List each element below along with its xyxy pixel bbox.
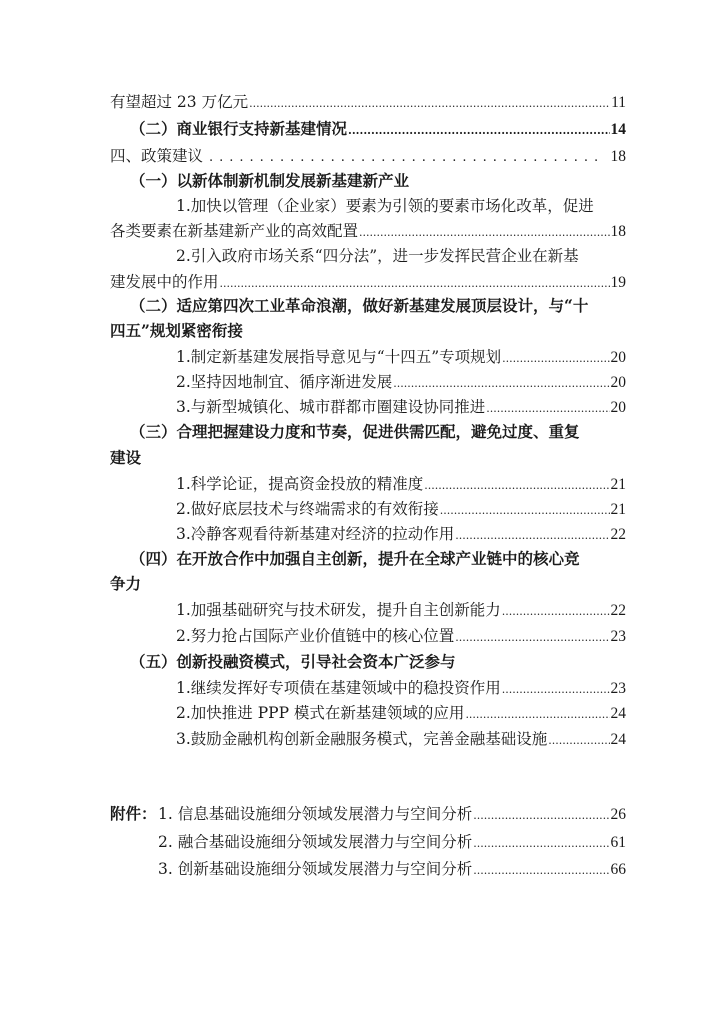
toc-entry-title: 2.努力抢占国际产业价值链中的核心位置 (176, 627, 455, 645)
toc-entry[interactable] (176, 600, 626, 622)
toc-entry[interactable] (176, 499, 626, 521)
toc-entry[interactable] (176, 347, 626, 369)
appendix-item-title: 3. 创新基础设施细分领域发展潜力与空间分析 (158, 860, 473, 878)
toc-entry[interactable] (130, 119, 626, 141)
toc-entry-title: 1.科学论证，提高资金投放的精准度 (176, 475, 424, 493)
toc-entry[interactable] (176, 474, 626, 496)
dot-leader (473, 806, 609, 826)
toc-entry[interactable] (176, 372, 626, 394)
dot-leader (548, 731, 609, 751)
toc-subsection-title[interactable]: （三）合理把握建设力度和节奏，促进供需匹配，避免过度、重复 (130, 422, 580, 441)
toc-page-number: 21 (610, 476, 626, 493)
toc-entry-title: 建发展中的作用 (110, 273, 219, 291)
dot-leader (440, 501, 610, 521)
toc-entry-title: 1.制定新基建发展指导意见与“十四五”专项规划 (176, 348, 502, 366)
toc-section[interactable] (110, 146, 626, 168)
toc-subsection-title[interactable]: （五）创新投融资模式，引导社会资本广泛参与 (130, 652, 456, 671)
toc-page-number: 19 (610, 274, 626, 291)
toc-page-number: 24 (610, 731, 626, 748)
toc-page-number: 20 (610, 374, 626, 391)
toc-page-number: 14 (610, 121, 626, 138)
toc-page-number: 20 (610, 349, 626, 366)
toc-page-number: 22 (610, 526, 626, 543)
toc-entry-title: 3.鼓励金融机构创新金融服务模式，完善金融基础设施 (176, 730, 548, 748)
appendix-label (110, 804, 157, 824)
toc-page-number: 11 (611, 94, 626, 111)
dot-leader (359, 223, 609, 243)
toc-entry-title: 2.坚持因地制宜、循序渐进发展 (176, 373, 393, 391)
toc-section-title: 四、政策建议 (110, 147, 204, 165)
toc-subsection-title-cont[interactable]: 四五”规划紧密衔接 (110, 321, 243, 340)
dot-leader (455, 526, 609, 546)
dot-leader (249, 94, 610, 114)
toc-page-number: 22 (610, 602, 626, 619)
dot-leader (465, 705, 609, 725)
appendix-item[interactable] (158, 804, 626, 826)
dot-leader (502, 602, 610, 622)
dot-leader (486, 399, 609, 419)
dot-leader (393, 374, 609, 394)
appendix-item[interactable] (158, 832, 626, 854)
toc-entry-title: 各类要素在新基建新产业的高效配置 (110, 222, 359, 240)
toc-page-number: 23 (610, 680, 626, 697)
toc-page-number: 61 (610, 834, 626, 851)
toc-entry-title: 2.做好底层技术与终端需求的有效衔接 (176, 500, 439, 518)
toc-entry[interactable] (110, 221, 626, 243)
toc-entry-title: 1.加强基础研究与技术研发，提升自主创新能力 (176, 601, 501, 619)
dot-leader (209, 148, 600, 168)
toc-entry-title: 有望超过 23 万亿元 (110, 93, 249, 111)
toc-subsection-title[interactable]: （一）以新体制新机制发展新基建新产业 (130, 171, 410, 190)
toc-page-number: 18 (610, 223, 626, 240)
toc-subsection-title-cont[interactable]: 建设 (110, 448, 142, 467)
toc-entry-title: （二）商业银行支持新基建情况 (130, 119, 348, 138)
toc-entry[interactable] (176, 524, 626, 546)
toc-entry-title: 2.加快推进 PPP 模式在新基建领域的应用 (176, 704, 465, 722)
toc-entry-title: 3.冷静客观看待新基建对经济的拉动作用 (176, 525, 455, 543)
dot-leader (473, 834, 609, 854)
dot-leader (473, 861, 609, 881)
toc-subsection-title[interactable]: （四）在开放合作中加强自主创新，提升在全球产业链中的核心竞 (130, 549, 580, 568)
toc-page-number: 24 (610, 705, 626, 722)
dot-leader (424, 476, 609, 496)
dot-leader (455, 628, 609, 648)
toc-entry-title: 3.与新型城镇化、城市群都市圈建设协同推进 (176, 398, 486, 416)
appendix-item-title: 2. 融合基础设施细分领域发展潜力与空间分析 (158, 833, 473, 851)
dot-leader (502, 349, 609, 369)
dot-leader (502, 680, 610, 700)
toc-entry[interactable] (176, 703, 626, 725)
toc-page-number: 20 (610, 399, 626, 416)
toc-entry[interactable] (176, 397, 626, 419)
toc-entry[interactable] (176, 678, 626, 700)
appendix-label-text: 附件： (110, 804, 157, 823)
toc-page-number: 21 (610, 501, 626, 518)
toc-entry-title: 1.继续发挥好专项债在基建领域中的稳投资作用 (176, 679, 501, 697)
toc-page-number: 18 (610, 148, 626, 165)
toc-subsection-title-cont[interactable]: 争力 (110, 574, 142, 593)
toc-entry[interactable] (176, 729, 626, 751)
toc-entry-line1[interactable]: 2.引入政府市场关系“四分法”，进一步发挥民营企业在新基 (176, 247, 579, 265)
toc-entry[interactable] (110, 92, 626, 114)
appendix-item-title: 1. 信息基础设施细分领域发展潜力与空间分析 (158, 805, 473, 823)
dot-leader (220, 274, 610, 294)
toc-page-number: 66 (610, 861, 626, 878)
toc-entry[interactable] (176, 626, 626, 648)
toc-page-number: 23 (610, 628, 626, 645)
toc-entry[interactable] (110, 272, 626, 294)
toc-entry-line1[interactable]: 1.加快以管理（企业家）要素为引领的要素市场化改革，促进 (176, 197, 594, 215)
appendix-item[interactable] (158, 859, 626, 881)
toc-subsection-title[interactable]: （二）适应第四次工业革命浪潮，做好新基建发展顶层设计，与“十 (130, 296, 589, 315)
toc-page-number: 26 (610, 806, 626, 823)
dot-leader (348, 121, 609, 141)
